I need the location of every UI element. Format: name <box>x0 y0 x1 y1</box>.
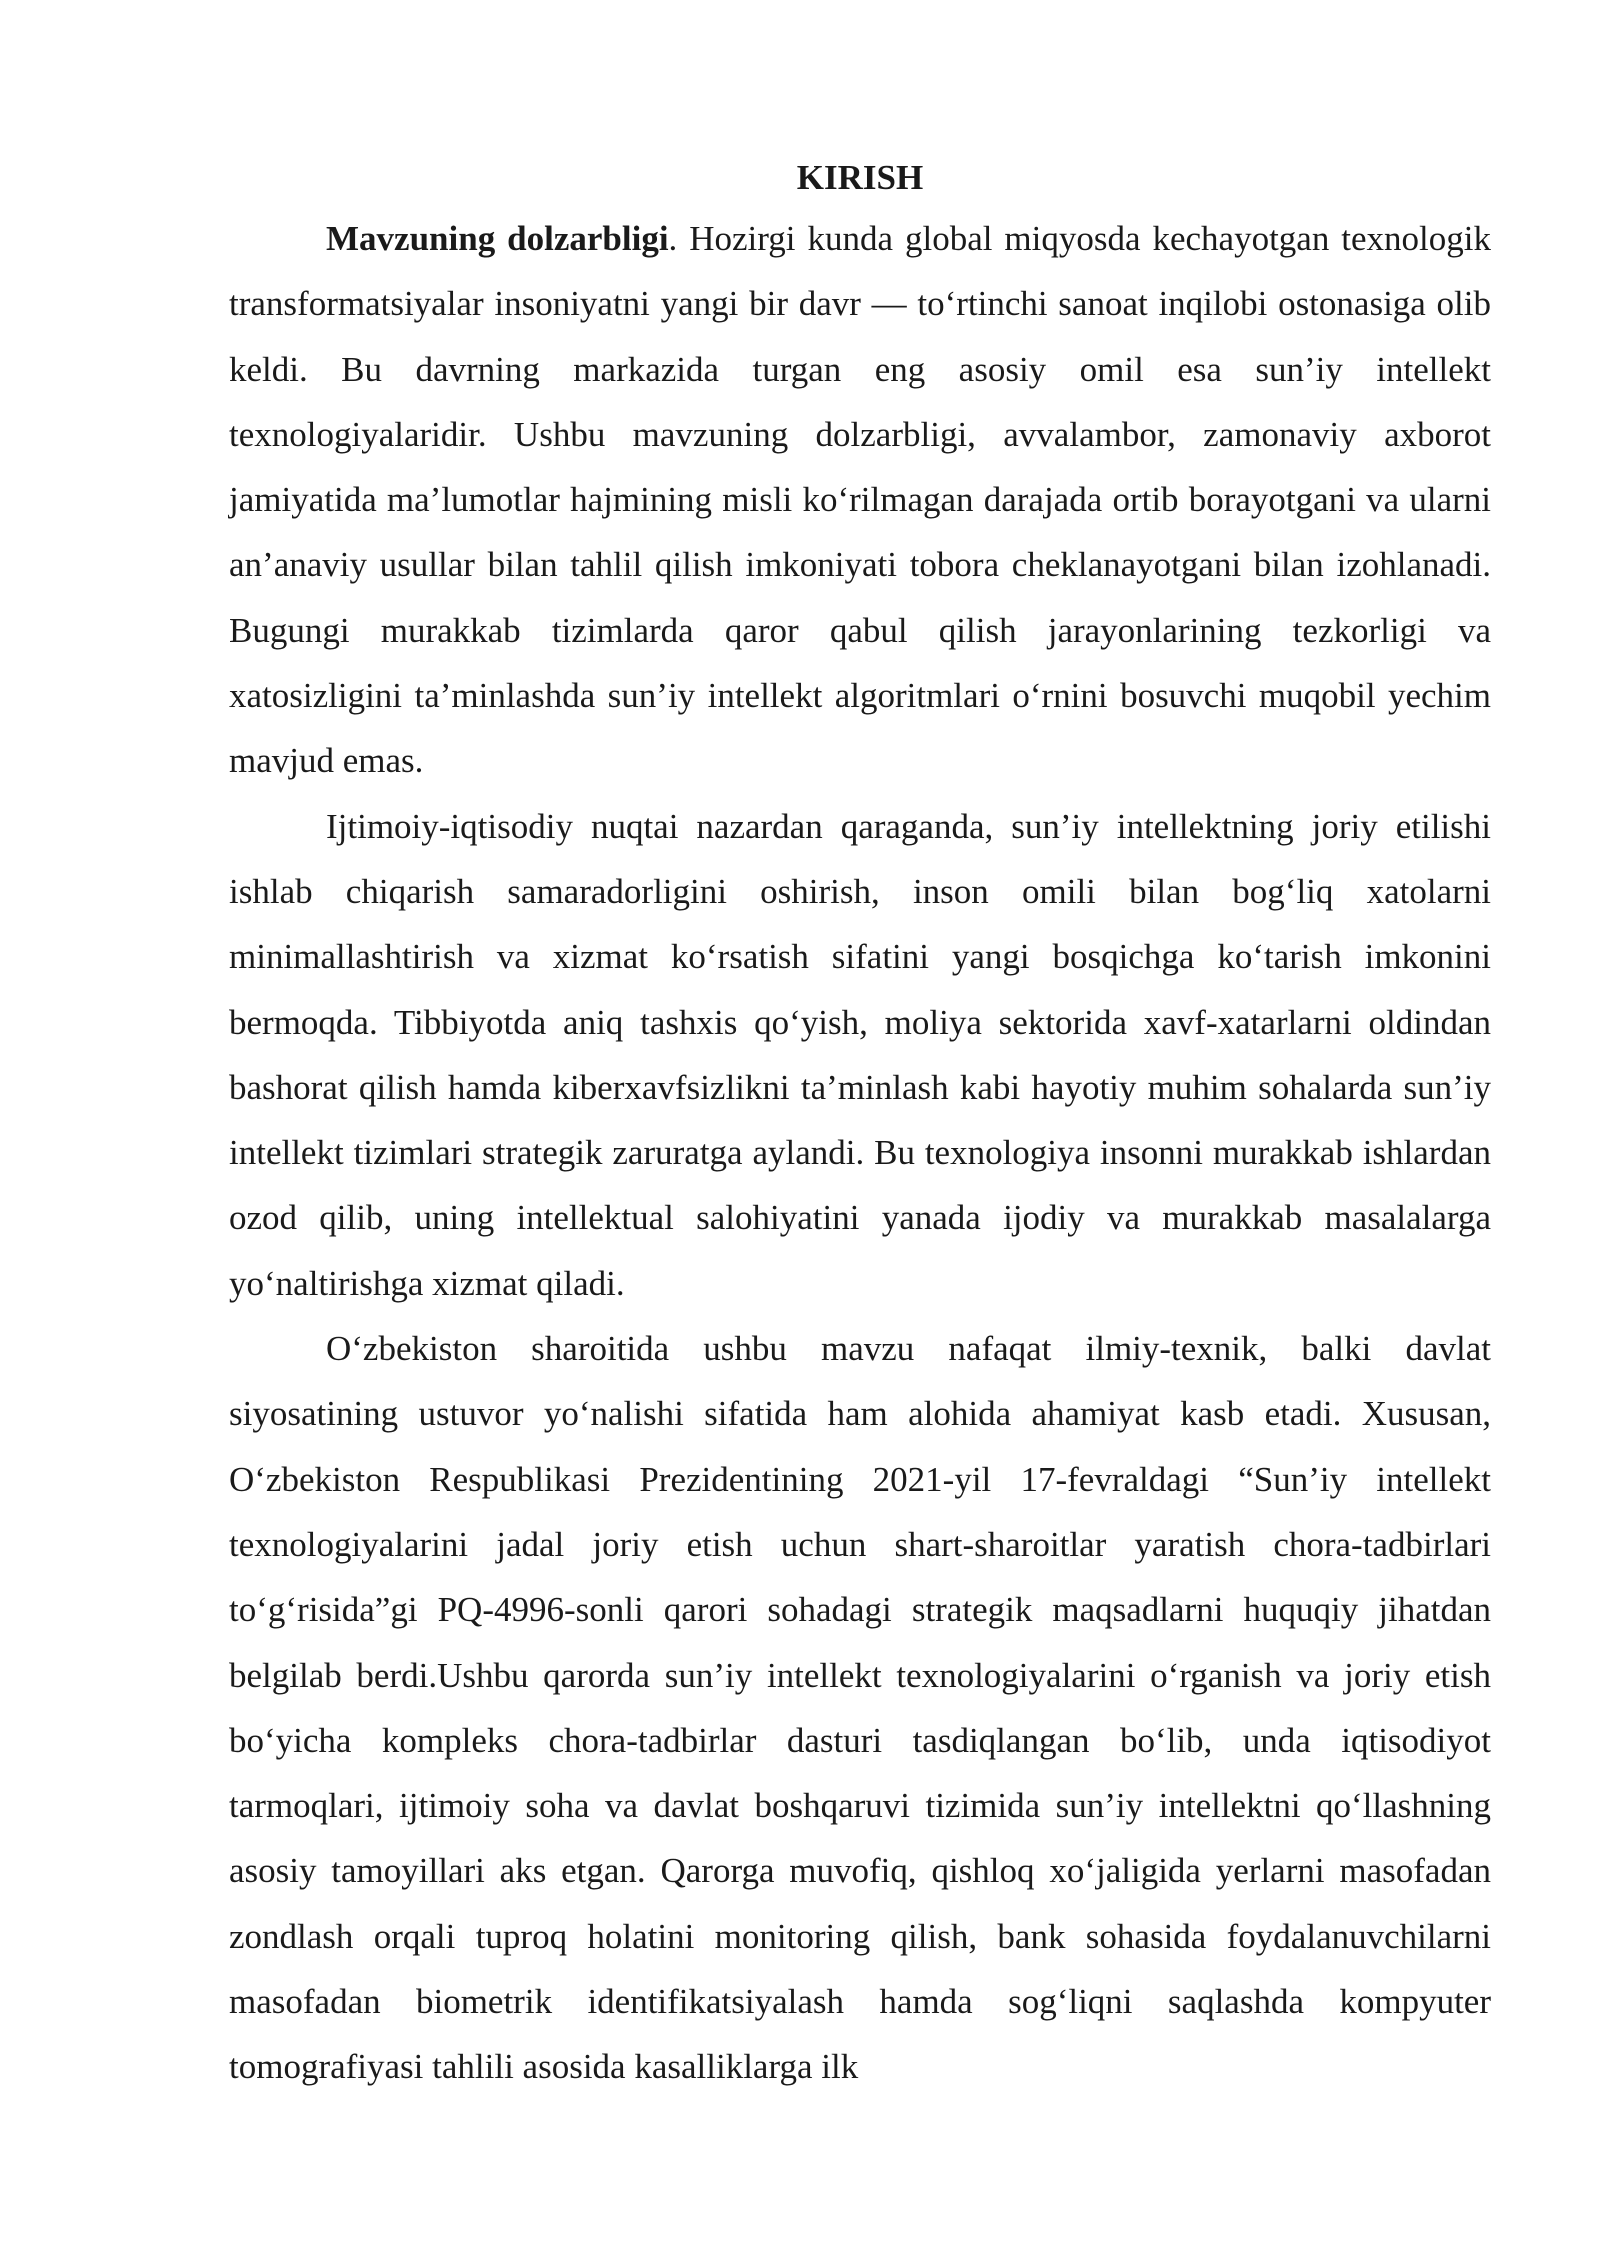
paragraph-lead-heading: Mavzuning dolzarbligi <box>326 219 669 258</box>
paragraph-text: O‘zbekiston sharoitida ushbu mavzu nafaqat ilmiy-texnik, balki davlat siyosatining ustuvor yo‘nalishi sifatida ham alohida ahamiyat kasb etadi. Xususan, O‘zbekiston Respublikasi Prezidentining 2021-yil 17-fevraldagi “Sun’iy intellekt texnologiyalarini jadal joriy etish uchun shart-sharoitlar yaratish chora-tadbirlari to‘g‘risida”gi PQ-4996-sonli qarori sohadagi strategik maqsadlarni huquqiy jihatdan belgilab berdi.Ushbu qarorda sun’iy intellekt texnologiyalarini o‘rganish va joriy etish bo‘yicha kompleks chora-tadbirlar dasturi tasdiqlangan bo‘lib, unda iqtisodiyot tarmoqlari, ijtimoiy soha va davlat boshqaruvi tizimida sun’iy intellektni qo‘llashning asosiy tamoyillari aks etgan. Qarorga muvofiq, qishloq xo‘jaligida yerlarni masofadan zondlash orqali tuproq holatini monitoring qilish, bank sohasida foydalanuvchilarni masofadan biometrik identifikatsiyalash hamda sog‘liqni saqlashda kompyuter tomografiyasi tahlili asosida kasalliklarga ilk <box>229 1329 1491 2087</box>
paragraph-uzbekistan <box>229 1316 1491 2100</box>
section-title: KIRISH <box>796 158 924 197</box>
paragraph-socioeconomic <box>229 794 1491 1316</box>
document-body <box>229 150 1491 2100</box>
paragraph-text: Ijtimoiy-iqtisodiy nuqtai nazardan qaraganda, sun’iy intellektning joriy etilishi ishlab chiqarish samaradorligini oshirish, inson omili bilan bog‘liq xatolarni minimallashtirish va xizmat ko‘rsatish sifatini yangi bosqichga ko‘tarish imkonini bermoqda. Tibbiyotda aniq tashxis qo‘yish, moliya sektorida xavf-xatarlarni oldindan bashorat qilish hamda kiberxavfsizlikni ta’minlash kabi hayotiy muhim sohalarda sun’iy intellekt tizimlari strategik zaruratga aylandi. Bu texnologiya insonni murakkab ishlardan ozod qilib, uning intellektual salohiyatini yanada ijodiy va murakkab masalalarga yo‘naltirishga xizmat qiladi. <box>229 806 1491 1303</box>
paragraph-text: . Hozirgi kunda global miqyosda kechayotgan texnologik transformatsiyalar insoniyatni yangi bir davr — to‘rtinchi sanoat inqilobi ostonasiga olib keldi. Bu davrning markazida turgan eng asosiy omil esa sun’iy intellekt texnologiyalaridir. Ushbu mavzuning dolzarbligi, avvalambor, zamonaviy axborot jamiyatida ma’lumotlar hajmining misli ko‘rilmagan darajada ortib borayotgani va ularni an’anaviy usullar bilan tahlil qilish imkoniyati tobora cheklanayotgani bilan izohlanadi. Bugungi murakkab tizimlarda qaror qabul qilish jarayonlarining tezkorligi va xatosizligini ta’minlashda sun’iy intellekt algoritmlari o‘rnini bosuvchi muqobil yechim mavjud emas. <box>229 219 1491 781</box>
paragraph-relevance <box>229 206 1491 794</box>
